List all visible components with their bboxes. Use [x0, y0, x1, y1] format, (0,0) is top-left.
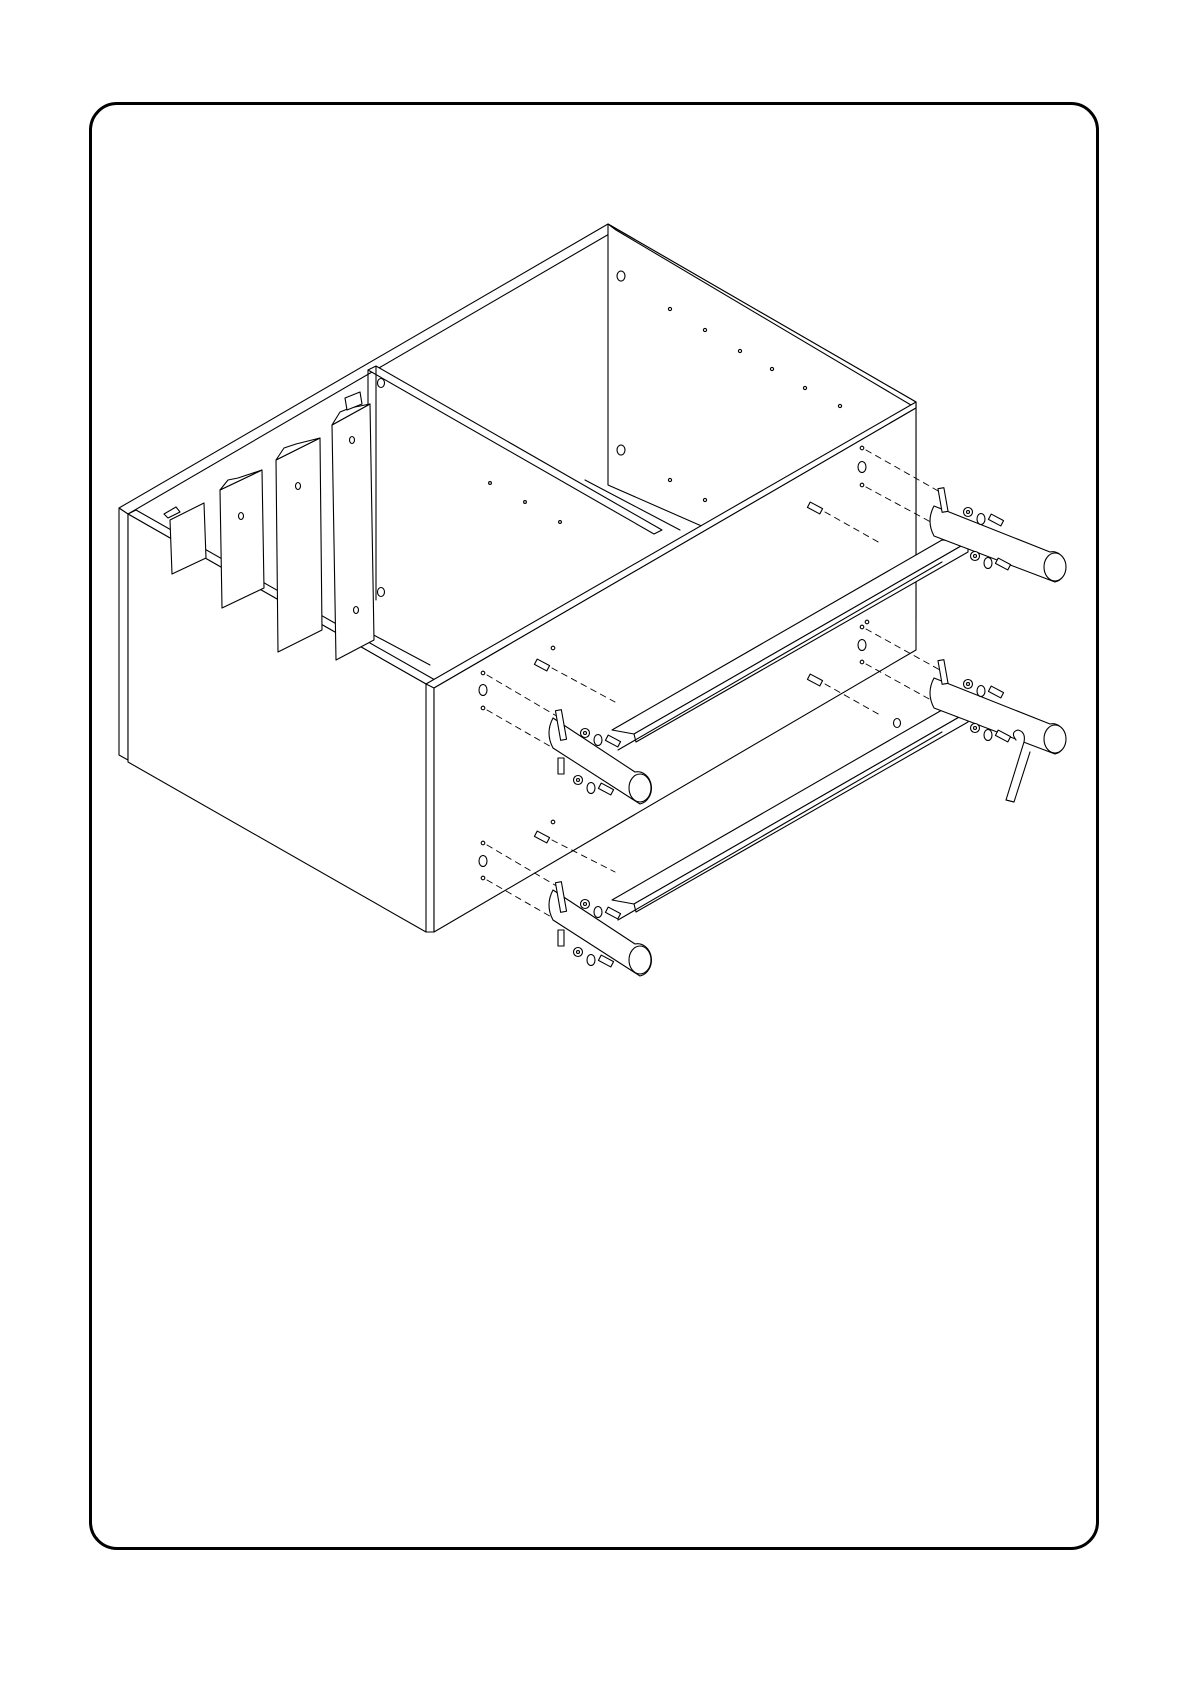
file-divider	[220, 470, 264, 608]
cabinet-left-panel	[119, 508, 128, 760]
divider-holes	[378, 379, 562, 597]
file-divider	[276, 438, 322, 652]
leg	[930, 488, 1066, 582]
file-divider	[332, 392, 374, 660]
leg	[930, 660, 1066, 754]
